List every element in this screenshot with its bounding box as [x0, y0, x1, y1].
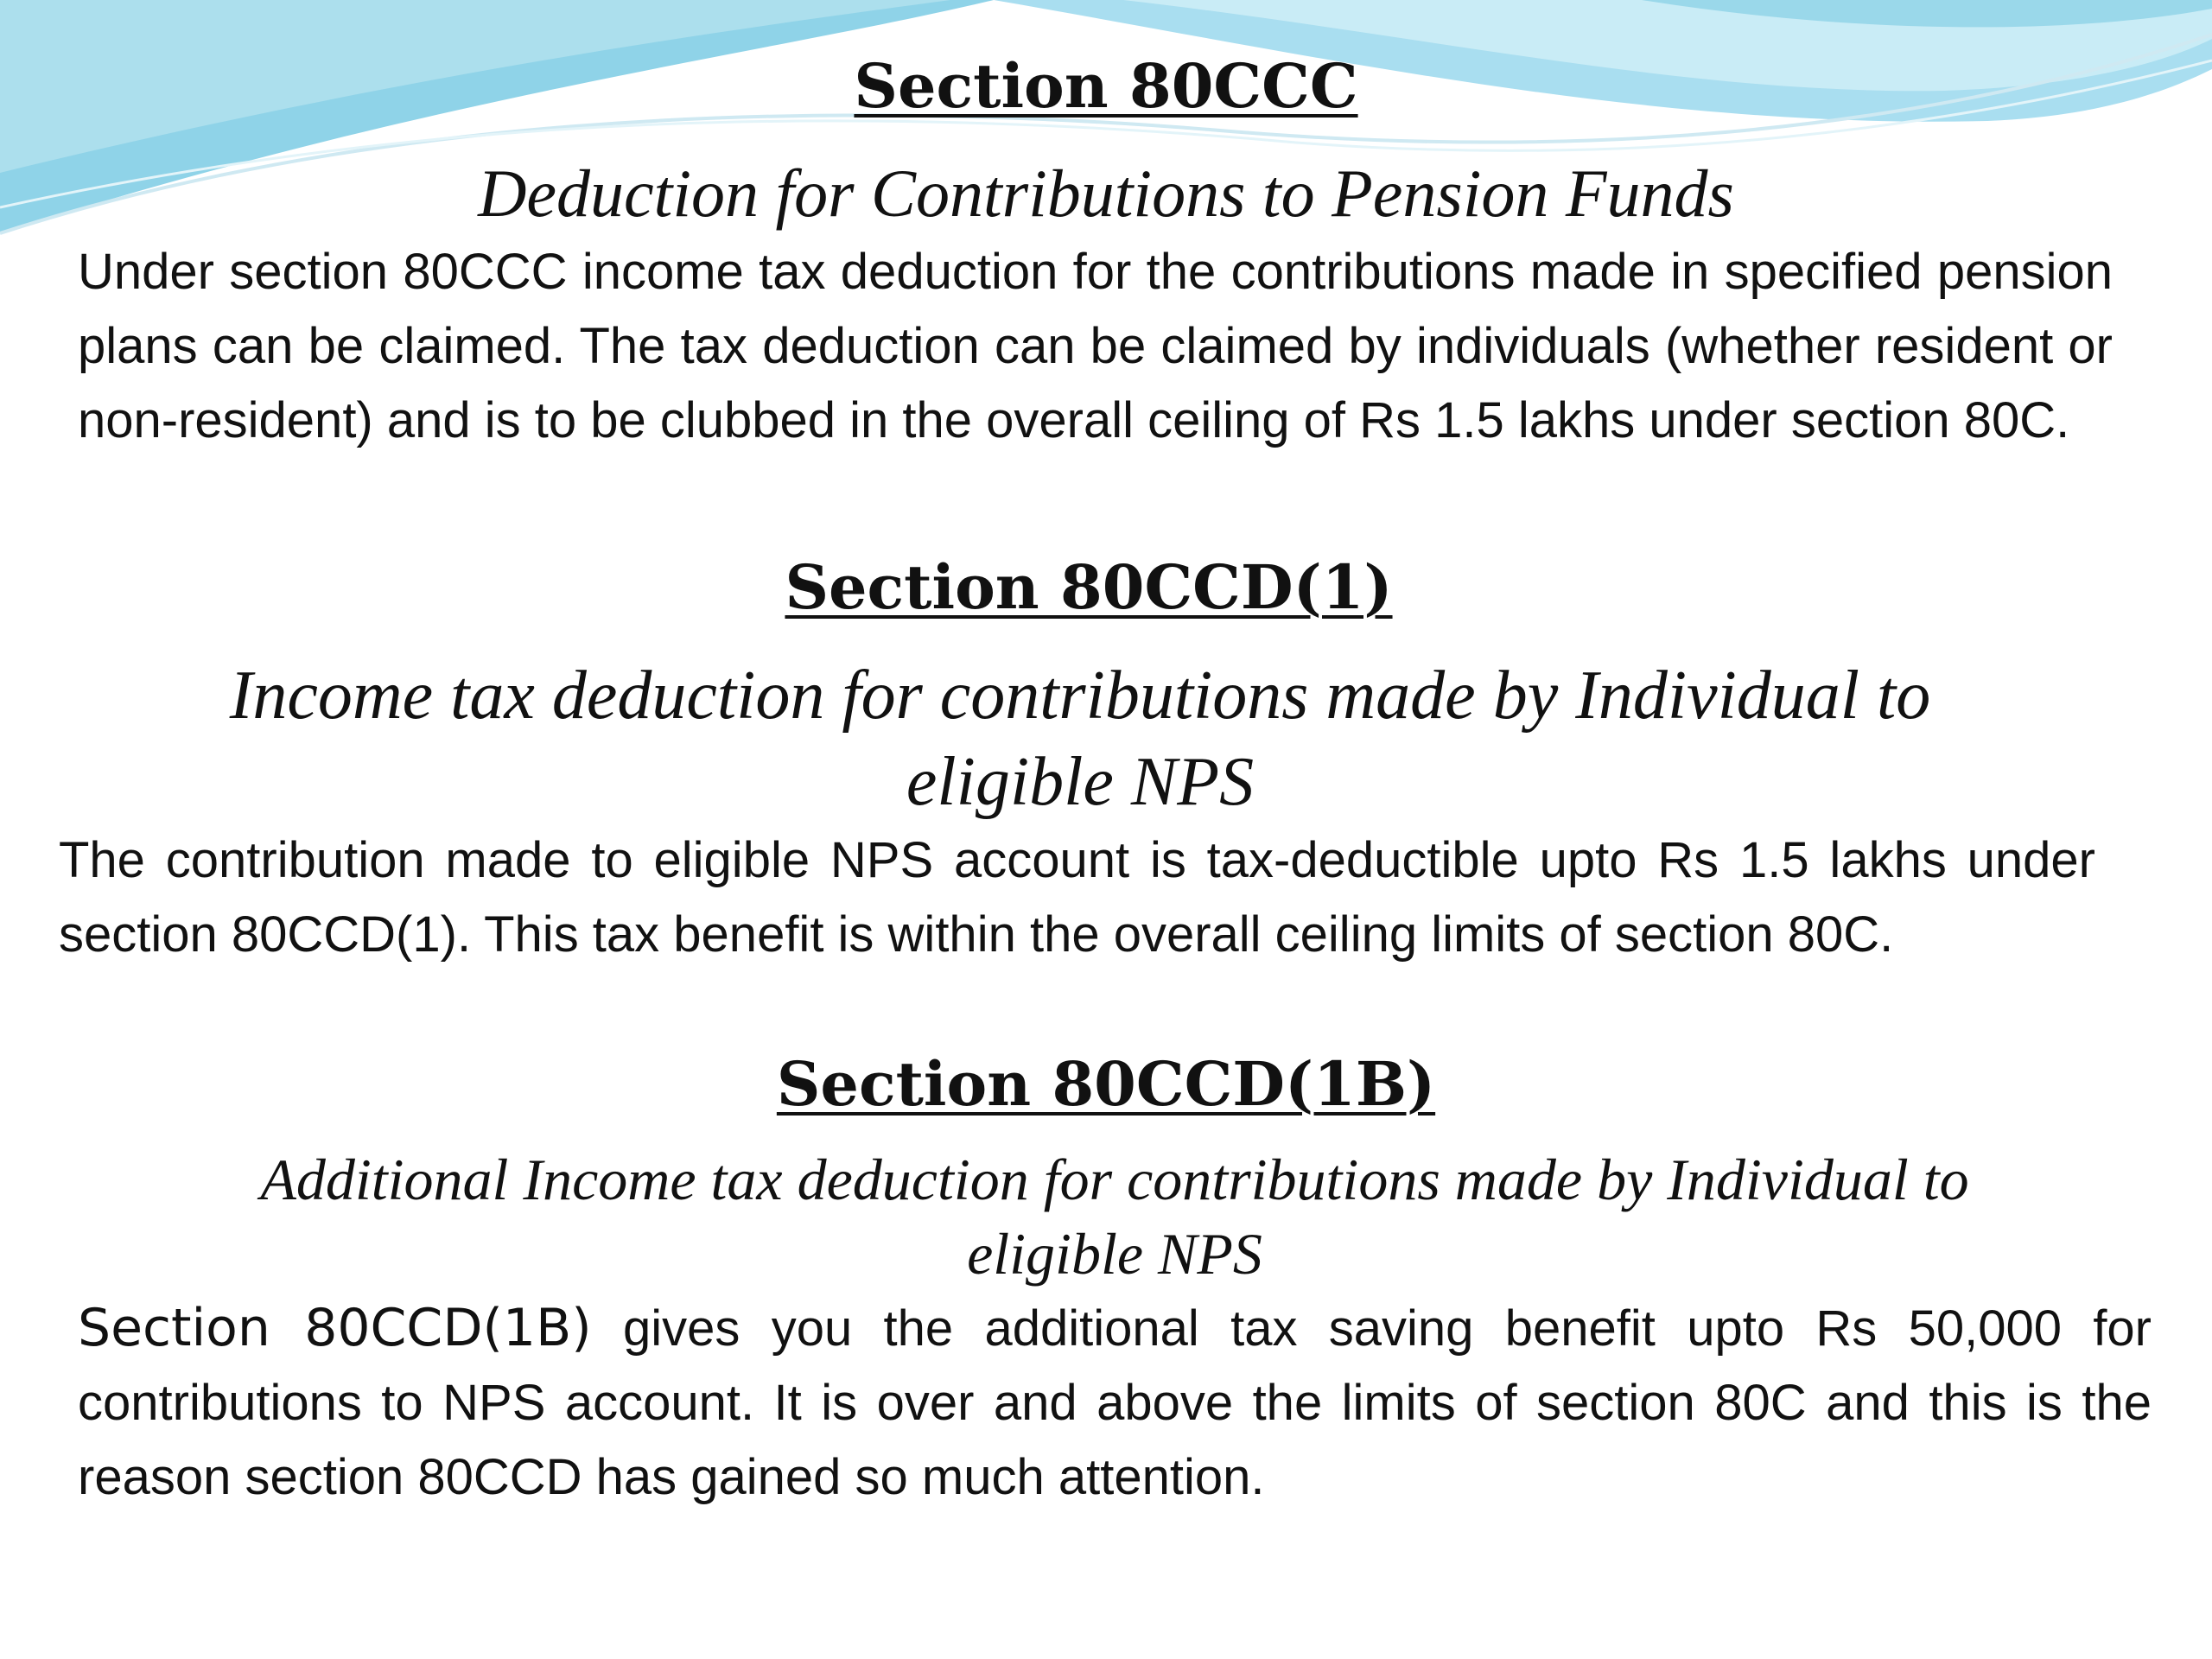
subheading-80ccd1-line1: Income tax deduction for contributions made by Individual to — [229, 658, 1931, 734]
paragraph-80ccd1b — [78, 1291, 2152, 1515]
paragraph-80ccc: Under section 80CCC income tax deduction for the contributions made in specified pension plans can be claimed. The tax deduction can be claimed by individuals (whether resident or non-resident) and is to be clubbed in the overall ceiling of Rs 1.5 lakhs under section 80C. — [78, 244, 2113, 448]
subheading-80ccd1b-line1: Additional Income tax deduction for contributions made by Individual to — [260, 1147, 1969, 1212]
paragraph-rest: gives you the additional tax saving benefit upto Rs 50,000 for contributions to NPS account. It is over and above the limits of section 80C and this is the reason section 80CCD has gained so much attention. — [78, 1300, 2152, 1505]
subheading-80ccd1-line2: eligible NPS — [906, 744, 1255, 820]
heading-section-80ccd1b: Section 80CCD(1B) — [776, 1048, 1436, 1120]
subheading-pension-funds: Deduction for Contributions to Pension Funds — [478, 156, 1734, 231]
paragraph-80ccd1: The contribution made to eligible NPS account is tax-deductible upto Rs 1.5 lakhs under section 80CCD(1). This tax benefit is within the overall ceiling limits of section 80C. — [59, 832, 2095, 963]
heading-section-80ccc: Section 80CCC — [854, 50, 1358, 122]
paragraph-lead: Section 80CCD(1B) — [78, 1298, 592, 1358]
heading-section-80ccd1: Section 80CCD(1) — [785, 551, 1393, 623]
subheading-80ccd1b-line2: eligible NPS — [967, 1221, 1262, 1287]
